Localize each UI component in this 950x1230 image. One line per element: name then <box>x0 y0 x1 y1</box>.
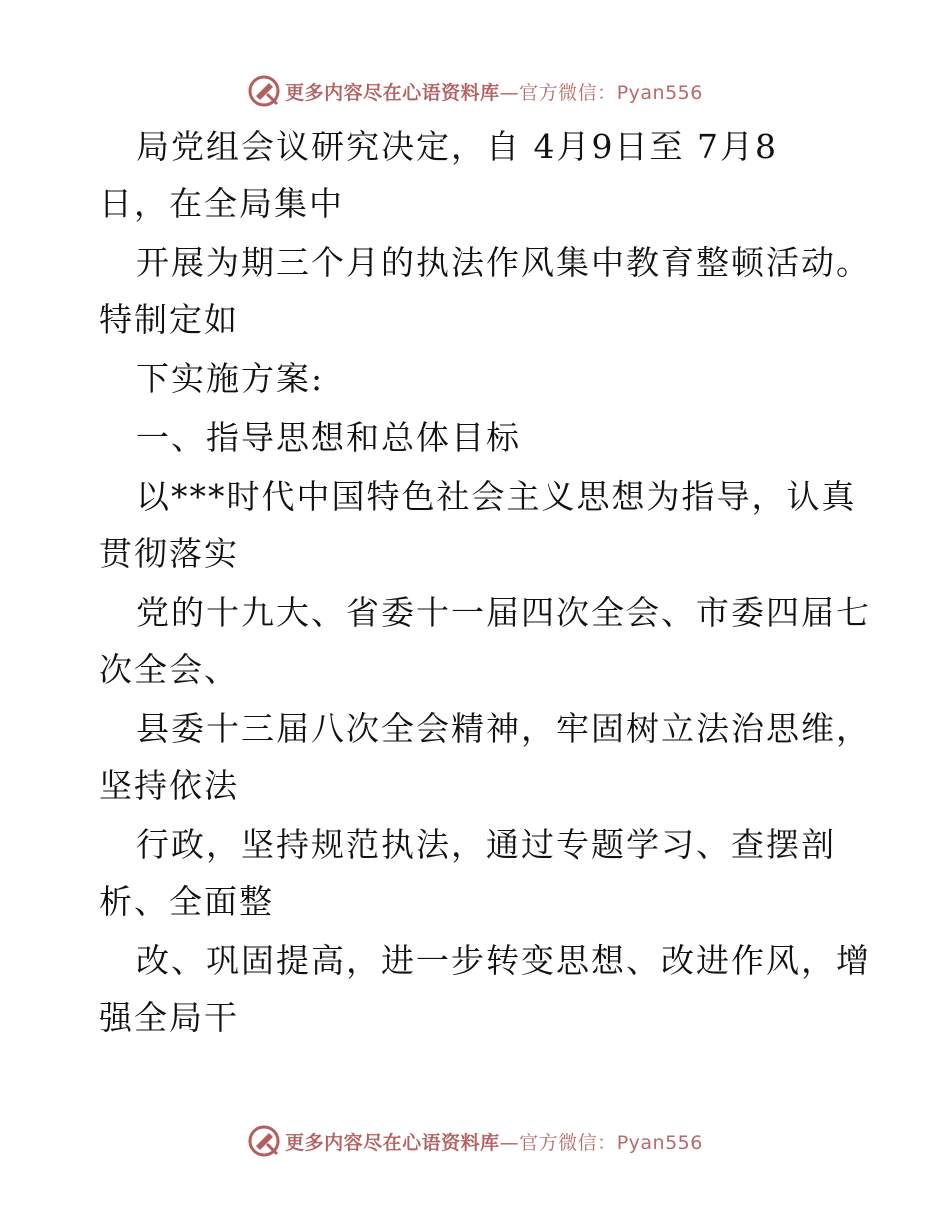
text-line: 强全局干 <box>99 998 239 1037</box>
text-line: 下实施方案: <box>136 359 325 398</box>
text-line: 贯彻落实 <box>99 534 239 573</box>
text-line: 次全会、 <box>99 650 239 689</box>
footer-watermark <box>0 1121 950 1161</box>
text-line: 局党组会议研究决定，自 4月9日至 7月8 <box>136 127 778 166</box>
text-line: 行政，坚持规范执法，通过专题学习、查摆剖 <box>136 825 836 864</box>
text-line: 县委十三届八次全会精神，牢固树立法治思维， <box>136 709 871 748</box>
seal-logo-icon <box>247 1124 281 1158</box>
text-line: 析、全面整 <box>99 882 274 921</box>
section-heading: 一、指导思想和总体目标 <box>136 418 521 457</box>
watermark-text: 更多内容尽在心语资料库—官方微信：Pyan556 <box>285 1131 703 1154</box>
text-line: 开展为期三个月的执法作风集中教育整顿活动。 <box>136 243 871 282</box>
text-line: 坚持依法 <box>99 766 239 805</box>
text-line: 日，在全局集中 <box>99 184 344 223</box>
watermark-text: 更多内容尽在心语资料库—官方微信：Pyan556 <box>285 81 703 104</box>
text-line: 改、巩固提高，进一步转变思想、改进作风，增 <box>136 941 871 980</box>
text-line: 党的十九大、省委十一届四次全会、市委四届七 <box>136 593 871 632</box>
text-line: 以***时代中国特色社会主义思想为指导，认真 <box>136 477 857 516</box>
text-line: 特制定如 <box>99 300 239 339</box>
